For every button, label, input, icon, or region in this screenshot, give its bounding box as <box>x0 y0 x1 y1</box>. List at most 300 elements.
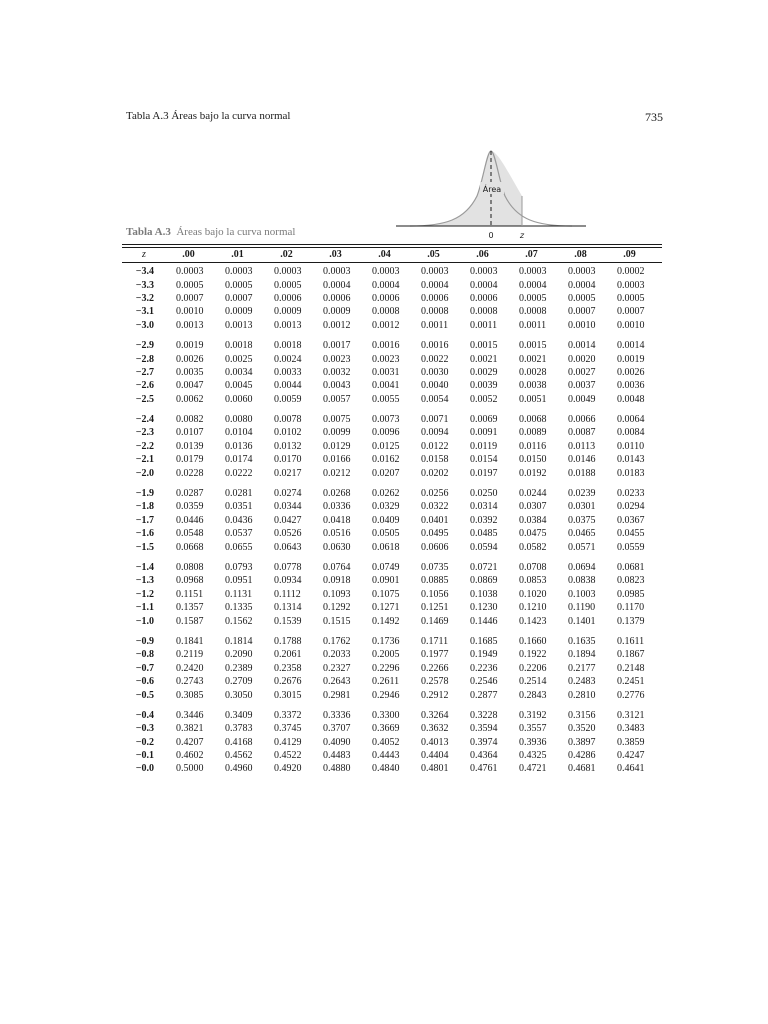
area-value: 0.0028 <box>519 366 547 378</box>
area-value: 0.2033 <box>323 649 351 661</box>
area-value: 0.1210 <box>519 602 547 614</box>
area-value: 0.0022 <box>421 353 449 365</box>
area-value: 0.1423 <box>519 615 547 627</box>
area-value: 0.1093 <box>323 588 351 600</box>
z-value: −1.0 <box>135 615 154 627</box>
z-value: −0.5 <box>135 689 154 701</box>
area-value: 0.4522 <box>274 750 302 762</box>
area-value: 0.0183 <box>617 467 645 479</box>
area-value: 0.2611 <box>372 676 400 688</box>
area-label: Área <box>482 185 502 194</box>
table-row <box>124 722 654 735</box>
area-value: 0.0071 <box>421 414 449 426</box>
area-value: 0.3050 <box>225 689 253 701</box>
area-value: 0.0465 <box>568 528 596 540</box>
area-value: 0.2420 <box>176 662 204 674</box>
area-value: 0.1635 <box>568 635 596 647</box>
area-value: 0.0038 <box>519 380 547 392</box>
area-value: 0.0344 <box>274 501 302 513</box>
z-value: −2.6 <box>135 380 154 392</box>
z-value: −1.5 <box>135 541 154 553</box>
area-value: 0.0007 <box>176 292 204 304</box>
area-value: 0.0104 <box>225 427 253 439</box>
area-value: 0.1736 <box>372 635 400 647</box>
area-value: 0.0014 <box>568 340 596 352</box>
area-value: 0.0132 <box>274 440 302 452</box>
area-value: 0.4880 <box>323 763 351 775</box>
area-value: 0.3228 <box>470 709 498 721</box>
table-row <box>124 736 654 749</box>
area-value: 0.2061 <box>274 649 302 661</box>
area-value: 0.0008 <box>519 306 547 318</box>
table-row <box>124 540 654 553</box>
area-value: 0.0005 <box>274 279 302 291</box>
area-value: 0.0708 <box>519 562 547 573</box>
area-value: 0.0764 <box>323 562 351 573</box>
z-value: −1.8 <box>135 501 154 513</box>
area-value: 0.0228 <box>176 467 204 479</box>
area-value: 0.0027 <box>568 366 596 378</box>
area-value: 0.4602 <box>176 750 204 762</box>
area-value: 0.0005 <box>568 292 596 304</box>
area-value: 0.0668 <box>176 541 204 553</box>
z-value: −1.9 <box>135 488 154 500</box>
area-value: 0.0021 <box>519 353 547 365</box>
area-value: 0.0250 <box>470 488 498 500</box>
area-value: 0.4721 <box>519 763 547 775</box>
area-value: 0.1711 <box>421 635 449 647</box>
area-value: 0.0618 <box>372 541 400 553</box>
table-row <box>124 305 654 318</box>
area-value: 0.3015 <box>274 689 302 701</box>
area-value: 0.0005 <box>225 279 253 291</box>
area-value: 0.0060 <box>225 393 253 405</box>
top-rule <box>122 244 662 245</box>
area-value: 0.1020 <box>519 588 547 600</box>
area-value: 0.0392 <box>470 514 498 526</box>
table-row <box>124 480 654 500</box>
area-value: 0.0475 <box>519 528 547 540</box>
area-value: 0.1539 <box>274 615 302 627</box>
area-value: 0.0808 <box>176 562 204 573</box>
table-row <box>124 500 654 513</box>
area-value: 0.3669 <box>372 723 400 735</box>
area-value: 0.1292 <box>323 602 351 614</box>
area-value: 0.0281 <box>225 488 253 500</box>
table-row <box>124 352 654 365</box>
column-header: .06 <box>476 249 489 260</box>
table-row <box>124 614 654 627</box>
z-value: −0.4 <box>135 709 154 721</box>
area-value: 0.4761 <box>470 763 498 775</box>
area-value: 0.0207 <box>372 467 400 479</box>
area-value: 0.4247 <box>617 750 645 762</box>
area-value: 0.0116 <box>519 440 547 452</box>
area-value: 0.4325 <box>519 750 547 762</box>
area-value: 0.0359 <box>176 501 204 513</box>
area-value: 0.3156 <box>568 709 596 721</box>
area-value: 0.0018 <box>274 340 302 352</box>
area-value: 0.1251 <box>421 602 449 614</box>
area-value: 0.3483 <box>617 723 645 735</box>
area-value: 0.0008 <box>372 306 400 318</box>
table-header-row <box>124 248 654 262</box>
area-value: 0.0455 <box>617 528 645 540</box>
z-value: −0.6 <box>135 676 154 688</box>
z-value: −2.4 <box>135 414 154 426</box>
area-value: 0.0197 <box>470 467 498 479</box>
area-value: 0.3300 <box>372 709 400 721</box>
column-header: .01 <box>231 249 244 260</box>
area-value: 0.0016 <box>421 340 449 352</box>
area-value: 0.3336 <box>323 709 351 721</box>
column-header: .03 <box>329 249 342 260</box>
area-value: 0.0427 <box>274 514 302 526</box>
area-value: 0.0051 <box>519 393 547 405</box>
table-row <box>124 574 654 587</box>
z-value: −0.3 <box>135 723 154 735</box>
area-value: 0.0735 <box>421 562 449 573</box>
area-value: 0.0047 <box>176 380 204 392</box>
area-value: 0.0026 <box>617 366 645 378</box>
area-value: 0.1379 <box>617 615 645 627</box>
area-value: 0.0013 <box>274 319 302 331</box>
z-value: −0.9 <box>135 635 154 647</box>
area-value: 0.0314 <box>470 501 498 513</box>
area-value: 0.3632 <box>421 723 449 735</box>
z-value: −1.2 <box>135 588 154 600</box>
area-value: 0.4207 <box>176 736 204 748</box>
area-value: 0.0004 <box>323 279 351 291</box>
area-value: 0.3192 <box>519 709 547 721</box>
area-value: 0.0139 <box>176 440 204 452</box>
area-value: 0.0020 <box>568 353 596 365</box>
area-value: 0.3409 <box>225 709 253 721</box>
column-header: .07 <box>525 249 538 260</box>
area-value: 0.0002 <box>617 266 645 278</box>
column-header: .08 <box>574 249 587 260</box>
area-value: 0.0007 <box>568 306 596 318</box>
area-value: 0.0136 <box>225 440 253 452</box>
table-row <box>124 675 654 688</box>
z-value: −2.0 <box>135 467 154 479</box>
area-value: 0.0004 <box>519 279 547 291</box>
z-value: −2.3 <box>135 427 154 439</box>
table-row <box>124 278 654 291</box>
area-value: 0.0008 <box>470 306 498 318</box>
area-value: 0.2676 <box>274 676 302 688</box>
area-value: 0.2546 <box>470 676 498 688</box>
area-value: 0.0010 <box>617 319 645 331</box>
area-value: 0.0150 <box>519 454 547 466</box>
page-number: 735 <box>645 110 663 124</box>
area-value: 0.0262 <box>372 488 400 500</box>
area-value: 0.0012 <box>323 319 351 331</box>
area-value: 0.0571 <box>568 541 596 553</box>
area-value: 0.0146 <box>568 454 596 466</box>
table-row <box>124 662 654 675</box>
area-value: 0.0485 <box>470 528 498 540</box>
area-value: 0.3520 <box>568 723 596 735</box>
area-value: 0.3557 <box>519 723 547 735</box>
area-value: 0.0548 <box>176 528 204 540</box>
running-title: Tabla A.3 Áreas bajo la curva normal <box>126 110 291 122</box>
area-value: 0.0869 <box>470 575 498 587</box>
area-value: 0.0037 <box>568 380 596 392</box>
area-value: 0.0985 <box>617 588 645 600</box>
area-value: 0.0014 <box>617 340 645 352</box>
area-value: 0.0032 <box>323 366 351 378</box>
area-value: 0.1949 <box>470 649 498 661</box>
area-value: 0.1469 <box>421 615 449 627</box>
area-value: 0.2877 <box>470 689 498 701</box>
area-value: 0.2843 <box>519 689 547 701</box>
page-header <box>126 110 663 126</box>
area-value: 0.1170 <box>617 602 645 614</box>
area-value: 0.3745 <box>274 723 302 735</box>
area-value: 0.1112 <box>274 588 301 600</box>
area-value: 0.0039 <box>470 380 498 392</box>
area-value: 0.2981 <box>323 689 351 701</box>
area-value: 0.0041 <box>372 380 400 392</box>
area-value: 0.0003 <box>519 266 547 278</box>
area-value: 0.0019 <box>617 353 645 365</box>
area-value: 0.0307 <box>519 501 547 513</box>
z-value: −2.7 <box>135 366 154 378</box>
column-header-z: z <box>142 249 146 260</box>
area-value: 0.0158 <box>421 454 449 466</box>
area-value: 0.0537 <box>225 528 253 540</box>
area-value: 0.0059 <box>274 393 302 405</box>
area-value: 0.0113 <box>568 440 596 452</box>
area-value: 0.0968 <box>176 575 204 587</box>
area-value: 0.0073 <box>372 414 400 426</box>
z-label: z <box>519 231 525 240</box>
column-header: .04 <box>378 249 391 260</box>
area-value: 0.0044 <box>274 380 302 392</box>
area-value: 0.0606 <box>421 541 449 553</box>
area-value: 0.1587 <box>176 615 204 627</box>
area-value: 0.0951 <box>225 575 253 587</box>
area-value: 0.0681 <box>617 562 645 573</box>
table-row <box>124 554 654 574</box>
table-row <box>124 514 654 527</box>
table-caption-label: Tabla A.3 <box>126 226 171 238</box>
area-value: 0.2296 <box>372 662 400 674</box>
area-value: 0.3085 <box>176 689 204 701</box>
area-value: 0.0011 <box>519 319 547 331</box>
area-value: 0.2119 <box>176 649 204 661</box>
area-value: 0.2266 <box>421 662 449 674</box>
area-value: 0.2148 <box>617 662 645 674</box>
table-row <box>124 688 654 701</box>
area-value: 0.0021 <box>470 353 498 365</box>
area-value: 0.2946 <box>372 689 400 701</box>
area-value: 0.2643 <box>323 676 351 688</box>
area-value: 0.0102 <box>274 427 302 439</box>
area-value: 0.0004 <box>421 279 449 291</box>
area-value: 0.3821 <box>176 723 204 735</box>
area-value: 0.0174 <box>225 454 253 466</box>
area-value: 0.0838 <box>568 575 596 587</box>
area-value: 0.3264 <box>421 709 449 721</box>
area-value: 0.1562 <box>225 615 253 627</box>
area-value: 0.1151 <box>176 588 204 600</box>
area-value: 0.0034 <box>225 366 253 378</box>
area-value: 0.0778 <box>274 562 302 573</box>
area-value: 0.0336 <box>323 501 351 513</box>
area-value: 0.0045 <box>225 380 253 392</box>
area-value: 0.0244 <box>519 488 547 500</box>
area-value: 0.0721 <box>470 562 498 573</box>
area-value: 0.0233 <box>617 488 645 500</box>
area-value: 0.0023 <box>372 353 400 365</box>
area-value: 0.0823 <box>617 575 645 587</box>
area-value: 0.0122 <box>421 440 449 452</box>
z-value: −0.0 <box>135 763 154 775</box>
area-value: 0.0409 <box>372 514 400 526</box>
table-row <box>124 601 654 614</box>
area-value: 0.0015 <box>519 340 547 352</box>
table-caption-text: Áreas bajo la curva normal <box>176 226 296 238</box>
area-value: 0.2177 <box>568 662 596 674</box>
area-value: 0.0064 <box>617 414 645 426</box>
area-value: 0.0749 <box>372 562 400 573</box>
z-value: −3.0 <box>135 319 154 331</box>
area-value: 0.0084 <box>617 427 645 439</box>
area-value: 0.0036 <box>617 380 645 392</box>
area-value: 0.1492 <box>372 615 400 627</box>
area-value: 0.0934 <box>274 575 302 587</box>
area-value: 0.0023 <box>323 353 351 365</box>
table-row <box>124 426 654 439</box>
area-value: 0.0367 <box>617 514 645 526</box>
area-value: 0.0006 <box>323 292 351 304</box>
area-value: 0.0068 <box>519 414 547 426</box>
area-value: 0.0016 <box>372 340 400 352</box>
area-value: 0.0012 <box>372 319 400 331</box>
area-value: 0.0154 <box>470 454 498 466</box>
area-value: 0.0495 <box>421 528 449 540</box>
area-value: 0.0006 <box>274 292 302 304</box>
area-value: 0.0003 <box>274 266 302 278</box>
area-value: 0.0055 <box>372 393 400 405</box>
z-table <box>124 248 654 776</box>
area-value: 0.0436 <box>225 514 253 526</box>
area-value: 0.0793 <box>225 562 253 573</box>
area-value: 0.0192 <box>519 467 547 479</box>
z-value: −0.2 <box>135 736 154 748</box>
area-value: 0.0033 <box>274 366 302 378</box>
area-value: 0.0401 <box>421 514 449 526</box>
area-value: 0.0048 <box>617 393 645 405</box>
area-value: 0.0559 <box>617 541 645 553</box>
column-header: .05 <box>427 249 440 260</box>
area-value: 0.0125 <box>372 440 400 452</box>
table-row <box>124 406 654 426</box>
area-value: 0.0003 <box>568 266 596 278</box>
area-value: 0.0003 <box>372 266 400 278</box>
area-value: 0.0008 <box>421 306 449 318</box>
area-value: 0.1271 <box>372 602 400 614</box>
table-row <box>124 749 654 762</box>
table-row <box>124 702 654 722</box>
z-value: −3.3 <box>135 279 154 291</box>
area-value: 0.2776 <box>617 689 645 701</box>
area-value: 0.0222 <box>225 467 253 479</box>
area-value: 0.3897 <box>568 736 596 748</box>
area-value: 0.1401 <box>568 615 596 627</box>
area-value: 0.1762 <box>323 635 351 647</box>
area-value: 0.0166 <box>323 454 351 466</box>
area-value: 0.4681 <box>568 763 596 775</box>
table-row <box>124 262 654 278</box>
table-row <box>124 628 654 648</box>
area-value: 0.0057 <box>323 393 351 405</box>
area-value: 0.4286 <box>568 750 596 762</box>
area-value: 0.0005 <box>519 292 547 304</box>
area-value: 0.0375 <box>568 514 596 526</box>
area-value: 0.0089 <box>519 427 547 439</box>
area-value: 0.1788 <box>274 635 302 647</box>
area-value: 0.0162 <box>372 454 400 466</box>
area-value: 0.0003 <box>617 279 645 291</box>
column-header: .02 <box>280 249 293 260</box>
area-value: 0.2451 <box>617 676 645 688</box>
area-value: 0.3372 <box>274 709 302 721</box>
table-caption <box>126 226 295 238</box>
area-value: 0.5000 <box>176 763 204 775</box>
area-value: 0.2358 <box>274 662 302 674</box>
table-row <box>124 366 654 379</box>
z-value: −0.1 <box>135 750 154 762</box>
area-value: 0.1131 <box>225 588 253 600</box>
area-value: 0.0006 <box>421 292 449 304</box>
area-value: 0.0217 <box>274 467 302 479</box>
area-value: 0.0212 <box>323 467 351 479</box>
area-value: 0.2743 <box>176 676 204 688</box>
area-value: 0.0007 <box>225 292 253 304</box>
area-value: 0.0505 <box>372 528 400 540</box>
area-value: 0.0026 <box>176 353 204 365</box>
area-value: 0.4483 <box>323 750 351 762</box>
area-value: 0.2206 <box>519 662 547 674</box>
area-value: 0.0630 <box>323 541 351 553</box>
area-value: 0.0052 <box>470 393 498 405</box>
area-value: 0.2236 <box>470 662 498 674</box>
area-value: 0.2578 <box>421 676 449 688</box>
table-row <box>124 466 654 479</box>
z-value: −1.6 <box>135 528 154 540</box>
area-value: 0.2483 <box>568 676 596 688</box>
area-value: 0.4840 <box>372 763 400 775</box>
table-row <box>124 393 654 406</box>
area-value: 0.4960 <box>225 763 253 775</box>
area-value: 0.4364 <box>470 750 498 762</box>
area-value: 0.0011 <box>421 319 449 331</box>
area-value: 0.0006 <box>372 292 400 304</box>
area-value: 0.0003 <box>176 266 204 278</box>
area-value: 0.2709 <box>225 676 253 688</box>
area-value: 0.0188 <box>568 467 596 479</box>
area-value: 0.4052 <box>372 736 400 748</box>
area-value: 0.0010 <box>568 319 596 331</box>
area-value: 0.0075 <box>323 414 351 426</box>
area-value: 0.0301 <box>568 501 596 513</box>
area-value: 0.2090 <box>225 649 253 661</box>
z-value: −2.8 <box>135 353 154 365</box>
area-value: 0.0019 <box>176 340 204 352</box>
